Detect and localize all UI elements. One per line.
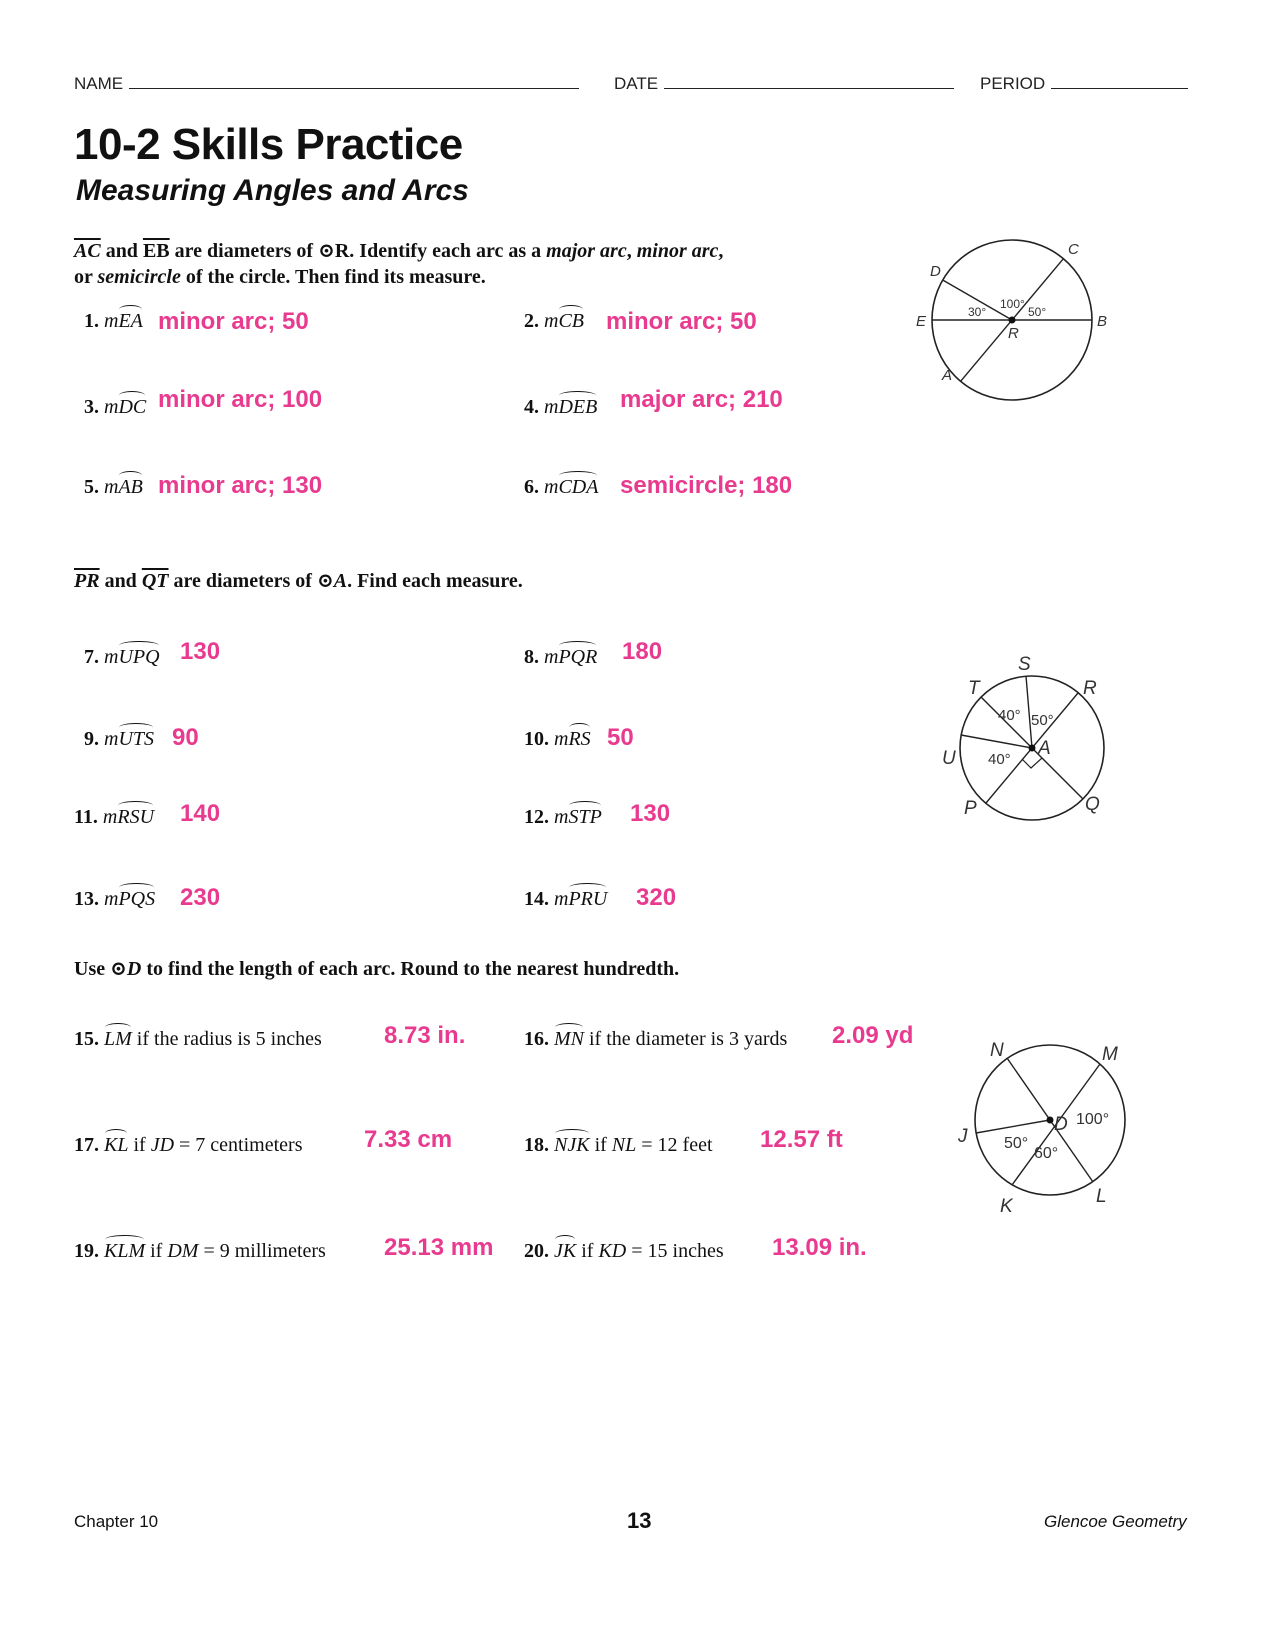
section1-instructions	[74, 238, 834, 290]
condition-text: = 12 feet	[636, 1134, 713, 1156]
angle-40-left: 40°	[988, 751, 1011, 768]
condition-text: if the diameter is 3 yards	[584, 1028, 788, 1050]
label-l: L	[1096, 1186, 1107, 1207]
question-18: 18. NJK if NL = 12 feet	[524, 1134, 713, 1156]
footer-chapter: Chapter 10	[74, 1512, 159, 1531]
answer-19: 25.13 mm	[384, 1234, 494, 1261]
section1-line1	[74, 238, 834, 264]
section3-instructions	[74, 956, 679, 982]
instr-text: to find the length of each arc. Round to the nearest hundredth.	[141, 958, 680, 980]
label-m: M	[1102, 1044, 1118, 1065]
label-b: B	[1097, 313, 1108, 330]
section1-line2	[74, 264, 834, 290]
date-label: DATE	[614, 74, 659, 93]
date-field	[614, 74, 954, 94]
label-n: N	[990, 1040, 1004, 1061]
answer-20: 13.09 in.	[772, 1234, 867, 1261]
condition-text: if	[589, 1134, 612, 1156]
comma: ,	[626, 240, 637, 262]
page-number: 13	[627, 1508, 652, 1533]
arc-label: AB	[118, 476, 143, 498]
question-1: 1. mEA	[84, 310, 143, 332]
circle-name: A	[333, 570, 348, 592]
arc-label: RSU	[117, 806, 155, 828]
period-blank	[1051, 87, 1188, 89]
question-7: 7. mUPQ	[84, 646, 160, 668]
term-major-arc: major arc	[546, 240, 627, 262]
angle-50: 50°	[1004, 1135, 1029, 1152]
question-4: 4. mDEB	[524, 396, 598, 418]
condition-text: = 7 centimeters	[174, 1134, 303, 1156]
comma: ,	[718, 240, 724, 262]
question-15: 15. LM if the radius is 5 inches	[74, 1028, 322, 1050]
section2-instructions	[74, 568, 523, 594]
term-minor-arc: minor arc	[636, 240, 719, 262]
center-point	[1029, 745, 1036, 752]
footer-book: Glencoe Geometry	[1044, 1512, 1187, 1531]
arc-label: PQR	[558, 646, 598, 668]
and-text: and	[99, 570, 142, 592]
arc-label: PRU	[568, 888, 608, 910]
answer-1: minor arc; 50	[158, 308, 309, 335]
angle-30: 30°	[968, 305, 987, 319]
question-5: 5. mAB	[84, 476, 143, 498]
name-blank	[129, 87, 579, 89]
answer-11: 140	[180, 800, 221, 827]
arc-label: UTS	[118, 728, 155, 750]
label-a: A	[942, 367, 953, 384]
name-label: NAME	[74, 74, 124, 93]
condition-text: = 9 millimeters	[198, 1240, 326, 1262]
question-3: 3. mDC	[84, 396, 147, 418]
center-point	[1047, 1117, 1054, 1124]
answer-12: 130	[630, 800, 671, 827]
answer-14: 320	[636, 884, 677, 911]
answer-6: semicircle; 180	[620, 472, 793, 499]
label-r: R	[1008, 325, 1019, 342]
answer-5: minor arc; 130	[158, 472, 323, 499]
condition-text: if the radius is 5 inches	[131, 1028, 322, 1050]
arc-label: UPQ	[118, 646, 160, 668]
answer-17: 7.33 cm	[364, 1126, 453, 1153]
label-u: U	[942, 748, 956, 769]
angle-100: 100°	[1000, 297, 1025, 311]
question-11: 11. mRSU	[74, 806, 155, 828]
question-16: 16. MN if the diameter is 3 yards	[524, 1028, 788, 1050]
arc-label: STP	[568, 806, 602, 828]
answer-2: minor arc; 50	[606, 308, 757, 335]
center-point	[1009, 317, 1016, 324]
segment-pr: $\overline{PR}$	[74, 570, 100, 592]
label-j: J	[958, 1126, 968, 1147]
question-9: 9. mUTS	[84, 728, 155, 750]
segment-qt: $\overline{QT}$	[141, 570, 169, 592]
question-10: 10. mRS	[524, 728, 591, 750]
instr-text: Use ⊙	[74, 958, 127, 980]
question-2: 2. mCB	[524, 310, 585, 332]
angle-100: 100°	[1076, 1111, 1110, 1128]
arc-label: JK	[554, 1240, 577, 1262]
instr-text: are diameters of ⊙R. Identify each arc as a	[169, 240, 547, 262]
arc-label: NJK	[554, 1134, 590, 1156]
arc-label: KLM	[104, 1240, 146, 1262]
page-subtitle: Measuring Angles and Arcs	[76, 174, 469, 207]
condition-text: if	[128, 1134, 151, 1156]
instr-text: are diameters of ⊙	[168, 570, 334, 592]
name-field	[74, 74, 579, 94]
period-label: PERIOD	[980, 74, 1046, 93]
arc-label: RS	[568, 728, 591, 750]
label-e: E	[916, 313, 927, 330]
arc-label: MN	[554, 1028, 584, 1050]
arc-label: CB	[558, 310, 585, 332]
arc-label: CDA	[558, 476, 599, 498]
circle-name: D	[126, 958, 142, 980]
page-title: 10-2 Skills Practice	[74, 120, 463, 169]
answer-3: minor arc; 100	[158, 386, 323, 413]
angle-60: 60°	[1034, 1145, 1059, 1162]
label-s: S	[1018, 654, 1031, 675]
angle-40-top: 40°	[998, 707, 1021, 724]
condition-text: if	[576, 1240, 599, 1262]
arc-label: EA	[118, 310, 143, 332]
instr-text: or	[74, 266, 98, 288]
question-20: 20. JK if KD = 15 inches	[524, 1240, 724, 1262]
circle-r-figure	[900, 228, 1120, 418]
arc-label: PQS	[118, 888, 156, 910]
question-19: 19. KLM if DM = 9 millimeters	[74, 1240, 326, 1262]
condition-text: = 15 inches	[626, 1240, 724, 1262]
angle-50: 50°	[1028, 305, 1047, 319]
label-r: R	[1083, 678, 1097, 699]
instr-text: of the circle. Then find its measure.	[180, 266, 486, 288]
label-t: T	[968, 678, 980, 699]
label-a: A	[1038, 738, 1051, 759]
variable: JD	[150, 1134, 175, 1156]
circle-d-figure	[940, 1030, 1140, 1220]
answer-16: 2.09 yd	[832, 1022, 914, 1049]
answer-13: 230	[180, 884, 221, 911]
arc-label: DC	[118, 396, 147, 418]
answer-9: 90	[172, 724, 199, 751]
instr-text: . Find each measure.	[347, 570, 523, 592]
radius-dj	[976, 1120, 1050, 1133]
circle-a-figure	[930, 650, 1130, 840]
answer-4: major arc; 210	[620, 386, 783, 413]
arc-label: KL	[104, 1134, 129, 1156]
question-13: 13. mPQS	[74, 888, 156, 910]
answer-7: 130	[180, 638, 221, 665]
right-angle-mark	[1022, 758, 1042, 768]
label-d: D	[1054, 1114, 1068, 1135]
question-6: 6. mCDA	[524, 476, 599, 498]
period-field	[980, 74, 1188, 94]
angle-50: 50°	[1031, 712, 1054, 729]
arc-label: DEB	[558, 396, 598, 418]
variable: KD	[598, 1240, 627, 1262]
label-k: K	[1000, 1196, 1013, 1217]
date-blank	[664, 87, 954, 89]
question-14: 14. mPRU	[524, 888, 608, 910]
question-12: 12. mSTP	[524, 806, 602, 828]
answer-18: 12.57 ft	[760, 1126, 843, 1153]
and-text: and	[100, 240, 143, 262]
answer-15: 8.73 in.	[384, 1022, 466, 1049]
arc-label: LM	[104, 1028, 132, 1050]
label-c: C	[1068, 241, 1079, 258]
segment-eb: $\overline{EB}$	[142, 240, 170, 262]
answer-8: 180	[622, 638, 663, 665]
question-17: 17. KL if JD = 7 centimeters	[74, 1134, 303, 1156]
variable: DM	[167, 1240, 199, 1262]
condition-text: if	[145, 1240, 168, 1262]
label-q: Q	[1085, 794, 1100, 815]
segment-ac: $\overline{AC}$	[74, 240, 101, 262]
question-8: 8. mPQR	[524, 646, 598, 668]
term-semicircle: semicircle	[97, 266, 181, 288]
answer-10: 50	[607, 724, 634, 751]
variable: NL	[611, 1134, 637, 1156]
label-d: D	[930, 263, 941, 280]
label-p: P	[964, 798, 977, 819]
